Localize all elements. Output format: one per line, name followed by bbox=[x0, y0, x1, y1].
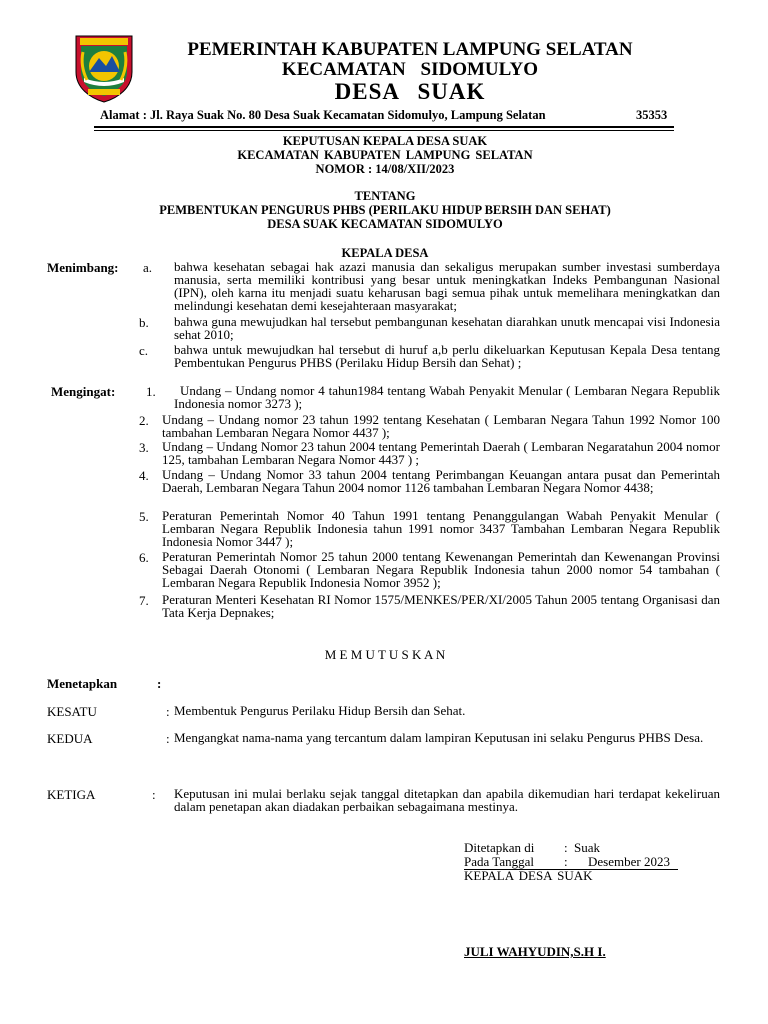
mengingat-mark-6: 6. bbox=[139, 550, 149, 565]
place-value: Suak bbox=[574, 840, 600, 855]
postal-code: 35353 bbox=[636, 108, 668, 122]
about-village: DESA SUAK KECAMATAN SIDOMULYO bbox=[267, 217, 503, 231]
menetapkan-colon: : bbox=[157, 676, 162, 691]
mengingat-mark-7: 7. bbox=[139, 593, 149, 608]
official-title: KEPALA DESA bbox=[341, 246, 429, 260]
place-label: Ditetapkan di bbox=[464, 840, 535, 855]
date-value: Desember 2023 bbox=[588, 854, 670, 869]
mengingat-item-3: Undang – Undang Nomor 23 tahun 2004 tentang Pemerintah Daerah ( Lembaran Negaratahun 2004 nomor 125, tambahan Lembaran Negara Nomor 4437 ) ; bbox=[162, 439, 720, 467]
kesatu-text: Membentuk Pengurus Perilaku Hidup Bersih dan Sehat. bbox=[174, 703, 466, 718]
menimbang-label: Menimbang: bbox=[47, 260, 119, 275]
ketiga-colon: : bbox=[152, 787, 156, 802]
menimbang-item-a: bahwa kesehatan sebagai hak azazi manusia dan sekaligus merupakan sumber investasi sumberdaya manusia, serta memiliki kontribusi yang besar untuk meningkatkan Indeks Pembangunan Nasional (IPN), oleh karna itu menjadi suatu keharusan bagi semua pihak untuk memelihara meningkatkan dan melindungi kesehatan demi kesejahteraan masyarakat; bbox=[174, 259, 720, 313]
mengingat-item-7: Peraturan Menteri Kesehatan RI Nomor 1575/MENKES/PER/XI/2005 Tahun 2005 tentang Organisasi dan Tata Kerja Depnakes; bbox=[162, 592, 720, 620]
mengingat-label: Mengingat: bbox=[51, 384, 116, 399]
ketiga-label: KETIGA bbox=[47, 787, 96, 802]
kesatu-label: KESATU bbox=[47, 704, 97, 719]
decree-district: KECAMATAN KABUPATEN LAMPUNG SELATAN bbox=[237, 148, 533, 162]
village-name: DESA SUAK bbox=[334, 79, 486, 104]
signatory-name: JULI WAHYUDIN,S.H I. bbox=[464, 944, 606, 959]
menimbang-item-c: bahwa untuk mewujudkan hal tersebut di huruf a,b perlu dikeluarkan Keputusan Kepala Desa tentang Pembentukan Pengurus PHBS (Perilaku Hidup Bersih dan Sehat) ; bbox=[174, 342, 720, 370]
mengingat-mark-3: 3. bbox=[139, 440, 149, 455]
kesatu-colon: : bbox=[166, 704, 170, 719]
place-colon: : bbox=[564, 840, 568, 855]
date-colon: : bbox=[564, 854, 568, 869]
mengingat-mark-4: 4. bbox=[139, 468, 149, 483]
decree-number: NOMOR : 14/08/XII/2023 bbox=[315, 162, 455, 176]
letterhead-rule-thick bbox=[94, 126, 674, 128]
mengingat-item-2: Undang – Undang nomor 23 tahun 1992 tentang Kesehatan ( Lembaran Negara Tahun 1992 Nomor 100 tambahan Lembaran Negara Nomor 4437 ); bbox=[162, 412, 720, 440]
government-name: PEMERINTAH KABUPATEN LAMPUNG SELATAN bbox=[187, 39, 633, 60]
menetapkan-label: Menetapkan bbox=[47, 676, 118, 691]
kedua-label: KEDUA bbox=[47, 731, 93, 746]
about-label: TENTANG bbox=[354, 189, 416, 203]
ketiga-text: Keputusan ini mulai berlaku sejak tanggal ditetapkan dan apabila dikemudian hari terdapat kekeliruan dalam penetapan akan diadakan perbaikan sebagaimana mestinya. bbox=[174, 786, 720, 814]
menimbang-item-b: bahwa guna mewujudkan hal tersebut pembangunan kesehatan diarahkan unutk mencapai visi Indonesia sehat 2010; bbox=[174, 314, 720, 342]
regency-emblem bbox=[70, 32, 138, 104]
mengingat-item-6: Peraturan Pemerintah Nomor 25 tahun 2000 tentang Kewenangan Pemerintah dan Kewenangan Provinsi Sebagai Daerah Otonomi ( Lembaran Negara Republik Indonesia tahun 2000 nomor 54 tambahan ( Lembaran Negara Republik Indonesia Nomor 3952 ); bbox=[162, 549, 720, 590]
about-subject: PEMBENTUKAN PENGURUS PHBS (PERILAKU HIDUP BERSIH DAN SEHAT) bbox=[159, 203, 611, 217]
mengingat-mark-1: 1. bbox=[146, 384, 156, 399]
signatory-position: KEPALA DESA SUAK bbox=[464, 868, 593, 883]
mengingat-item-5: Peraturan Pemerintah Nomor 40 Tahun 1991 tentang Penanggulangan Wabah Penyakit Menular ( Lembaran Negara Republik Indonesia tahun 1991 nomor 3437 Tambahan Lembaran Negara Republik Indonesia Nomor 3447 ); bbox=[162, 508, 720, 549]
office-address: Alamat : Jl. Raya Suak No. 80 Desa Suak Kecamatan Sidomulyo, Lampung Selatan bbox=[100, 108, 546, 122]
decree-title: KEPUTUSAN KEPALA DESA SUAK bbox=[282, 134, 488, 148]
menimbang-mark-b: b. bbox=[139, 315, 149, 330]
mengingat-mark-5: 5. bbox=[139, 509, 149, 524]
district-name: KECAMATAN SIDOMULYO bbox=[281, 59, 539, 80]
menimbang-mark-c: c. bbox=[139, 343, 149, 358]
mengingat-item-1: Undang – Undang nomor 4 tahun1984 tentang Wabah Penyakit Menular ( Lembaran Negara Republik Indonesia nomor 3273 ); bbox=[174, 383, 720, 411]
menimbang-mark-a: a. bbox=[143, 260, 153, 275]
mengingat-item-4: Undang – Undang Nomor 33 tahun 2004 tentang Perimbangan Keuangan antara pusat dan Pemerintah Daerah, Lembaran Negara Tahun 2004 nomor 1126 tambahan Lembaran Negara Nomor 4438; bbox=[162, 467, 720, 495]
mengingat-mark-2: 2. bbox=[139, 413, 149, 428]
kedua-text: Mengangkat nama-nama yang tercantum dalam lampiran Keputusan ini selaku Pengurus PHBS Desa. bbox=[174, 730, 704, 745]
letterhead-rule-thin bbox=[94, 130, 674, 131]
date-label: Pada Tanggal bbox=[464, 854, 534, 869]
memutuskan-heading: M E M U T U S K A N bbox=[324, 647, 446, 662]
kedua-colon: : bbox=[166, 731, 170, 746]
